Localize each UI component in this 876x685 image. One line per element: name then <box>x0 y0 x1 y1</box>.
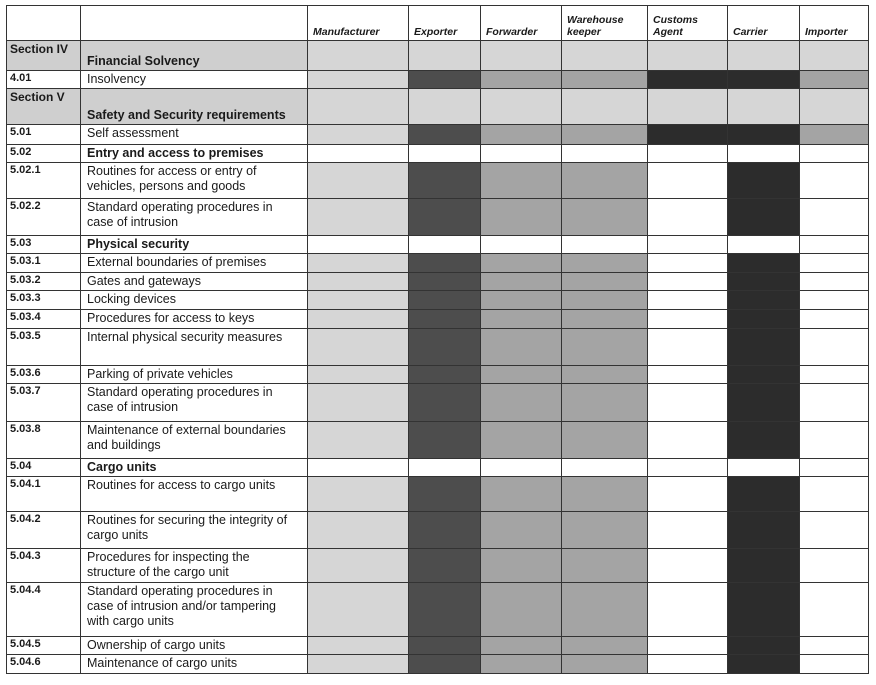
shade-cell <box>800 89 869 125</box>
shade-cell <box>308 512 409 549</box>
shade-cell <box>308 583 409 637</box>
shade-cell <box>800 41 869 71</box>
shade-cell <box>648 199 728 236</box>
table-row <box>7 329 869 366</box>
shade-cell <box>481 89 562 125</box>
shade-cell <box>308 89 409 125</box>
shade-cell <box>481 329 562 366</box>
row-code: 5.02.1 <box>7 163 81 199</box>
shade-cell <box>308 549 409 583</box>
shade-cell <box>409 145 481 163</box>
shade-cell <box>481 310 562 329</box>
shade-cell <box>409 384 481 422</box>
shade-cell <box>728 512 800 549</box>
row-code: 5.04.3 <box>7 549 81 583</box>
shade-cell <box>800 459 869 477</box>
row-code: 5.03.1 <box>7 254 81 273</box>
shade-cell <box>800 384 869 422</box>
shade-cell <box>800 125 869 145</box>
shade-cell <box>728 291 800 310</box>
table-row <box>7 310 869 329</box>
shade-cell <box>800 254 869 273</box>
row-code: 5.03.8 <box>7 422 81 459</box>
table-row <box>7 583 869 637</box>
shade-cell <box>481 71 562 89</box>
shade-cell <box>308 163 409 199</box>
shade-cell <box>728 637 800 655</box>
table-row <box>7 291 869 310</box>
shade-cell <box>648 273 728 291</box>
row-description: Maintenance of external boundaries and buildings <box>81 422 308 459</box>
shade-cell <box>308 637 409 655</box>
shade-cell <box>728 41 800 71</box>
table-body <box>7 41 869 674</box>
shade-cell <box>800 549 869 583</box>
row-code: 5.01 <box>7 125 81 145</box>
shade-cell <box>562 236 648 254</box>
shade-cell <box>481 583 562 637</box>
shade-cell <box>481 459 562 477</box>
shade-cell <box>728 163 800 199</box>
shade-cell <box>800 512 869 549</box>
shade-cell <box>648 655 728 674</box>
shade-cell <box>800 422 869 459</box>
shade-cell <box>800 163 869 199</box>
shade-cell <box>800 655 869 674</box>
row-description: Internal physical security measures <box>81 329 308 366</box>
table-row <box>7 125 869 145</box>
shade-cell <box>481 422 562 459</box>
shade-cell <box>481 512 562 549</box>
shade-cell <box>562 422 648 459</box>
table-row <box>7 199 869 236</box>
requirements-table-wrapper <box>6 5 869 674</box>
shade-cell <box>481 384 562 422</box>
shade-cell <box>308 310 409 329</box>
row-description: Financial Solvency <box>81 41 308 71</box>
row-code: 4.01 <box>7 71 81 89</box>
row-description: Standard operating procedures in case of intrusion <box>81 199 308 236</box>
shade-cell <box>728 310 800 329</box>
shade-cell <box>648 254 728 273</box>
shade-cell <box>648 71 728 89</box>
shade-cell <box>481 477 562 512</box>
row-description: Ownership of cargo units <box>81 637 308 655</box>
shade-cell <box>562 512 648 549</box>
shade-cell <box>800 477 869 512</box>
shade-cell <box>562 329 648 366</box>
shade-cell <box>562 583 648 637</box>
shade-cell <box>308 422 409 459</box>
shade-cell <box>728 329 800 366</box>
col-header-manufacturer: Manufacturer <box>308 6 409 41</box>
table-row <box>7 549 869 583</box>
shade-cell <box>800 145 869 163</box>
shade-cell <box>728 199 800 236</box>
shade-cell <box>562 310 648 329</box>
shade-cell <box>481 236 562 254</box>
row-code: 5.03 <box>7 236 81 254</box>
col-header-customs-agent: Customs Agent <box>648 6 728 41</box>
row-code: 5.03.6 <box>7 366 81 384</box>
row-code: 5.02 <box>7 145 81 163</box>
shade-cell <box>728 71 800 89</box>
table-row <box>7 163 869 199</box>
shade-cell <box>409 549 481 583</box>
shade-cell <box>409 163 481 199</box>
shade-cell <box>409 459 481 477</box>
table-row <box>7 459 869 477</box>
shade-cell <box>728 145 800 163</box>
shade-cell <box>648 291 728 310</box>
shade-cell <box>728 549 800 583</box>
shade-cell <box>728 89 800 125</box>
shade-cell <box>308 273 409 291</box>
row-code: 5.04.4 <box>7 583 81 637</box>
shade-cell <box>308 329 409 366</box>
shade-cell <box>481 125 562 145</box>
shade-cell <box>481 637 562 655</box>
shade-cell <box>562 199 648 236</box>
shade-cell <box>562 384 648 422</box>
shade-cell <box>562 477 648 512</box>
header-row <box>7 6 869 41</box>
shade-cell <box>308 459 409 477</box>
shade-cell <box>728 236 800 254</box>
shade-cell <box>409 477 481 512</box>
shade-cell <box>648 384 728 422</box>
shade-cell <box>648 477 728 512</box>
shade-cell <box>481 163 562 199</box>
shade-cell <box>409 273 481 291</box>
row-description: Gates and gateways <box>81 273 308 291</box>
shade-cell <box>562 41 648 71</box>
shade-cell <box>481 291 562 310</box>
row-description: Parking of private vehicles <box>81 366 308 384</box>
table-row <box>7 254 869 273</box>
shade-cell <box>409 655 481 674</box>
shade-cell <box>648 236 728 254</box>
requirements-matrix <box>6 5 869 674</box>
shade-cell <box>308 145 409 163</box>
shade-cell <box>409 125 481 145</box>
shade-cell <box>409 329 481 366</box>
shade-cell <box>728 384 800 422</box>
shade-cell <box>409 366 481 384</box>
shade-cell <box>562 254 648 273</box>
row-description: Maintenance of cargo units <box>81 655 308 674</box>
shade-cell <box>648 637 728 655</box>
shade-cell <box>562 366 648 384</box>
shade-cell <box>308 254 409 273</box>
shade-cell <box>562 459 648 477</box>
shade-cell <box>648 549 728 583</box>
row-description: Procedures for inspecting the structure of the cargo unit <box>81 549 308 583</box>
row-description: Safety and Security requirements <box>81 89 308 125</box>
shade-cell <box>562 163 648 199</box>
shade-cell <box>308 655 409 674</box>
shade-cell <box>800 329 869 366</box>
col-header-warehouse-keeper: Warehouse keeper <box>562 6 648 41</box>
shade-cell <box>409 254 481 273</box>
row-code: 5.03.5 <box>7 329 81 366</box>
shade-cell <box>481 273 562 291</box>
shade-cell <box>562 637 648 655</box>
shade-cell <box>562 89 648 125</box>
shade-cell <box>308 41 409 71</box>
shade-cell <box>800 199 869 236</box>
shade-cell <box>648 583 728 637</box>
shade-cell <box>308 71 409 89</box>
row-code: Section IV <box>7 41 81 71</box>
table-row <box>7 71 869 89</box>
table-row <box>7 637 869 655</box>
shade-cell <box>648 145 728 163</box>
shade-cell <box>308 477 409 512</box>
row-code: 5.04.2 <box>7 512 81 549</box>
table-row <box>7 366 869 384</box>
row-code: 5.04.1 <box>7 477 81 512</box>
row-code: 5.03.3 <box>7 291 81 310</box>
shade-cell <box>648 310 728 329</box>
shade-cell <box>481 549 562 583</box>
shade-cell <box>562 125 648 145</box>
shade-cell <box>562 71 648 89</box>
shade-cell <box>800 583 869 637</box>
shade-cell <box>409 41 481 71</box>
shade-cell <box>648 329 728 366</box>
header-code <box>7 6 81 41</box>
table-row <box>7 273 869 291</box>
shade-cell <box>728 254 800 273</box>
table-row <box>7 512 869 549</box>
row-description: Self assessment <box>81 125 308 145</box>
row-code: 5.04.6 <box>7 655 81 674</box>
shade-cell <box>481 41 562 71</box>
shade-cell <box>800 273 869 291</box>
row-code: 5.04.5 <box>7 637 81 655</box>
table-row <box>7 422 869 459</box>
row-description: Physical security <box>81 236 308 254</box>
shade-cell <box>481 145 562 163</box>
shade-cell <box>409 583 481 637</box>
shade-cell <box>409 236 481 254</box>
shade-cell <box>800 291 869 310</box>
shade-cell <box>648 89 728 125</box>
shade-cell <box>648 422 728 459</box>
shade-cell <box>308 125 409 145</box>
table-row <box>7 41 869 71</box>
shade-cell <box>562 145 648 163</box>
row-description: Entry and access to premises <box>81 145 308 163</box>
table-row <box>7 89 869 125</box>
col-header-exporter: Exporter <box>409 6 481 41</box>
row-description: Routines for access or entry of vehicles, persons and goods <box>81 163 308 199</box>
shade-cell <box>728 477 800 512</box>
shade-cell <box>409 291 481 310</box>
table-row <box>7 477 869 512</box>
shade-cell <box>728 125 800 145</box>
shade-cell <box>800 71 869 89</box>
header-desc <box>81 6 308 41</box>
shade-cell <box>308 236 409 254</box>
table-row <box>7 655 869 674</box>
row-description: Standard operating procedures in case of intrusion and/or tampering with cargo units <box>81 583 308 637</box>
shade-cell <box>562 549 648 583</box>
row-code: Section V <box>7 89 81 125</box>
shade-cell <box>800 310 869 329</box>
row-description: Cargo units <box>81 459 308 477</box>
col-header-carrier: Carrier <box>728 6 800 41</box>
row-code: 5.03.7 <box>7 384 81 422</box>
table-row <box>7 145 869 163</box>
shade-cell <box>481 254 562 273</box>
row-code: 5.03.2 <box>7 273 81 291</box>
shade-cell <box>409 422 481 459</box>
shade-cell <box>800 637 869 655</box>
row-description: Insolvency <box>81 71 308 89</box>
shade-cell <box>308 199 409 236</box>
shade-cell <box>409 71 481 89</box>
shade-cell <box>409 310 481 329</box>
shade-cell <box>648 366 728 384</box>
row-description: Routines for access to cargo units <box>81 477 308 512</box>
shade-cell <box>648 41 728 71</box>
col-header-importer: Importer <box>800 6 869 41</box>
shade-cell <box>308 291 409 310</box>
shade-cell <box>562 291 648 310</box>
shade-cell <box>800 366 869 384</box>
shade-cell <box>481 655 562 674</box>
shade-cell <box>648 459 728 477</box>
shade-cell <box>728 583 800 637</box>
shade-cell <box>648 163 728 199</box>
row-description: Locking devices <box>81 291 308 310</box>
shade-cell <box>728 459 800 477</box>
shade-cell <box>481 199 562 236</box>
shade-cell <box>308 384 409 422</box>
shade-cell <box>562 655 648 674</box>
shade-cell <box>728 366 800 384</box>
row-code: 5.04 <box>7 459 81 477</box>
shade-cell <box>800 236 869 254</box>
row-code: 5.03.4 <box>7 310 81 329</box>
col-header-forwarder: Forwarder <box>481 6 562 41</box>
shade-cell <box>409 89 481 125</box>
table-row <box>7 384 869 422</box>
shade-cell <box>409 637 481 655</box>
table-row <box>7 236 869 254</box>
shade-cell <box>409 199 481 236</box>
shade-cell <box>409 512 481 549</box>
shade-cell <box>728 422 800 459</box>
row-code: 5.02.2 <box>7 199 81 236</box>
shade-cell <box>648 125 728 145</box>
shade-cell <box>728 273 800 291</box>
shade-cell <box>481 366 562 384</box>
shade-cell <box>728 655 800 674</box>
row-description: External boundaries of premises <box>81 254 308 273</box>
shade-cell <box>648 512 728 549</box>
shade-cell <box>308 366 409 384</box>
row-description: Routines for securing the integrity of cargo units <box>81 512 308 549</box>
row-description: Procedures for access to keys <box>81 310 308 329</box>
row-description: Standard operating procedures in case of intrusion <box>81 384 308 422</box>
shade-cell <box>562 273 648 291</box>
